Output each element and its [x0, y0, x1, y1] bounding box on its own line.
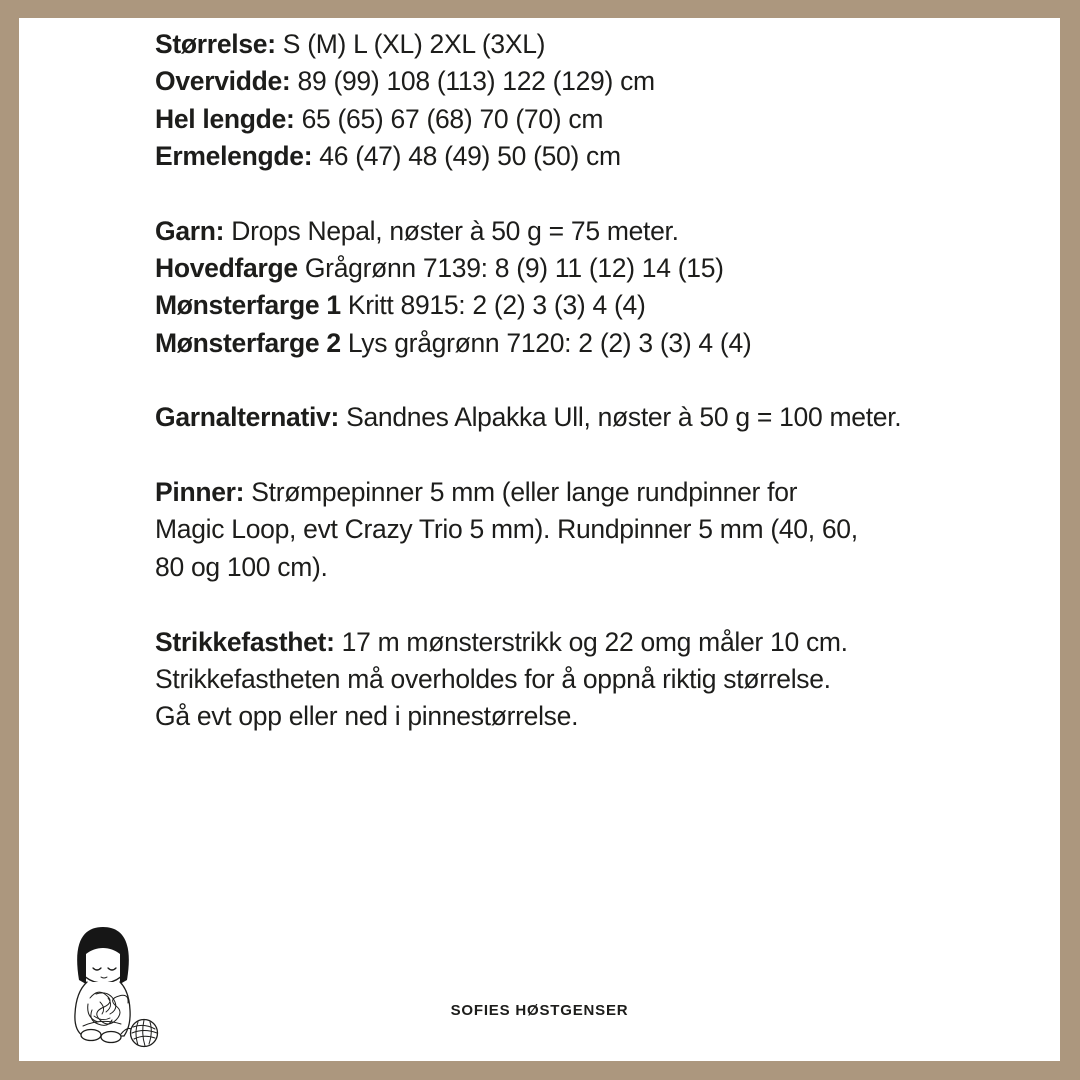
spec-label: Garn:: [155, 215, 225, 246]
spec-line: [155, 26, 901, 63]
spec-line: [155, 661, 901, 698]
spec-value: 65 (65) 67 (68) 70 (70) cm: [294, 103, 604, 134]
spec-label: Hel lengde:: [155, 103, 295, 134]
spec-value: Strømpepinner 5 mm (eller lange rundpinner for: [244, 477, 798, 508]
spec-value: Grågrønn 7139: 8 (9) 11 (12) 14 (15): [297, 253, 724, 284]
spec-line: [155, 624, 901, 661]
spec-label: Hovedfarge: [155, 253, 298, 284]
spec-value: Kritt 8915: 2 (2) 3 (3) 4 (4): [340, 290, 646, 321]
spec-block: [155, 213, 901, 362]
spec-line: [155, 287, 901, 324]
spec-value: 17 m mønsterstrikk og 22 omg måler 10 cm.: [334, 626, 848, 657]
spec-block: [155, 26, 901, 175]
spec-line: [155, 101, 901, 138]
spec-label: Mønsterfarge 1: [155, 290, 341, 321]
spec-line: [155, 549, 901, 586]
spec-line: [155, 511, 901, 548]
spec-line: [155, 474, 901, 511]
spec-block: [155, 399, 901, 436]
spec-value: 89 (99) 108 (113) 122 (129) cm: [290, 66, 655, 97]
spec-line: [155, 325, 901, 362]
spec-line: [155, 63, 901, 100]
page: [19, 18, 1060, 1061]
spec-label: Garnalternativ:: [155, 402, 340, 433]
spec-value: 46 (47) 48 (49) 50 (50) cm: [312, 141, 621, 172]
spec-line: [155, 138, 901, 175]
spec-line: [155, 213, 901, 250]
girl-with-yarn-illustration: [50, 918, 160, 1050]
spec-text: [155, 26, 901, 773]
spec-label: Overvidde:: [155, 66, 291, 97]
spec-label: Ermelengde:: [155, 141, 313, 172]
spec-value: S (M) L (XL) 2XL (3XL): [275, 29, 546, 59]
spec-value: 80 og 100 cm).: [155, 551, 328, 582]
spec-label: Strikkefasthet:: [155, 626, 335, 657]
spec-label: Pinner:: [155, 477, 245, 508]
spec-block: [155, 474, 901, 586]
spec-value: Lys grågrønn 7120: 2 (2) 3 (3) 4 (4): [340, 327, 752, 358]
spec-value: Drops Nepal, nøster à 50 g = 75 meter.: [224, 215, 679, 246]
spec-value: Sandnes Alpakka Ull, nøster à 50 g = 100 meter.: [339, 402, 902, 433]
spec-line: [155, 698, 901, 735]
spec-value: Magic Loop, evt Crazy Trio 5 mm). Rundpinner 5 mm (40, 60,: [155, 514, 858, 545]
yarn-girl-icon: [50, 918, 160, 1050]
spec-line: [155, 250, 901, 287]
spec-value: Gå evt opp eller ned i pinnestørrelse.: [155, 701, 579, 732]
spec-label: Størrelse:: [155, 29, 276, 59]
spec-value: Strikkefastheten må overholdes for å oppnå riktig størrelse.: [155, 663, 831, 694]
footer-title: SOFIES HØSTGENSER: [450, 1002, 629, 1019]
spec-label: Mønsterfarge 2: [155, 327, 341, 358]
spec-block: [155, 624, 901, 736]
spec-line: [155, 399, 901, 436]
